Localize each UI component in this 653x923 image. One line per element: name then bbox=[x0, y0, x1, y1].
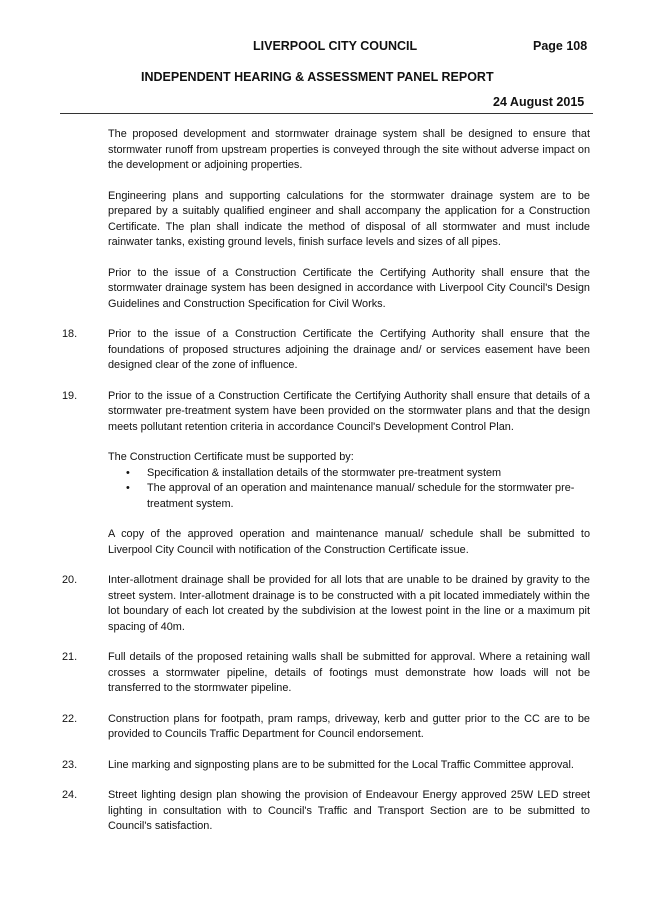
condition-number: 23. bbox=[62, 758, 78, 771]
condition-text: Construction plans for footpath, pram ramps, driveway, kerb and gutter prior to the CC are to be provided to Councils Traffic Department for Council endorsement. bbox=[108, 712, 590, 740]
paragraph-drainage-certification: Prior to the issue of a Construction Certificate the Certifying Authority shall ensure that the stormwater drainage system has been designed in accordance with Liverpool City Council's Design Guidelines and Construction Specification for Civil Works. bbox=[108, 266, 590, 310]
condition-text: Full details of the proposed retaining walls shall be submitted for approval. Where a retaining wall crosses a stormwater pipeline, details of footings must demonstrate how loads will not be transferred to the stormwater pipeline. bbox=[108, 651, 590, 694]
paragraph-stormwater-design: The proposed development and stormwater drainage system shall be designed to ensure that stormwater runoff from upstream properties is conveyed through the site without adverse impact on the development or adjoining properties. bbox=[108, 128, 590, 171]
paragraph-engineering-plans: Engineering plans and supporting calculations for the stormwater drainage system are to be prepared by a suitably qualified engineer and shall accompany the application for a Construction Certificate. The plan shall indicate the method of disposal of all stormwater and must include rainwater tanks, existing ground levels, finish surface levels and sizes of all pipes. bbox=[108, 189, 590, 248]
report-date: 24 August 2015 bbox=[493, 95, 585, 109]
condition-item bbox=[0, 389, 590, 436]
manual-submission-paragraph: A copy of the approved operation and maintenance manual/ schedule shall be submitted to Liverpool City Council with notification of the Construction Certificate issue. bbox=[108, 528, 590, 556]
condition-item bbox=[0, 758, 590, 774]
condition-number: 18. bbox=[62, 328, 78, 340]
condition-number: 20. bbox=[62, 574, 78, 586]
condition-text: Prior to the issue of a Construction Certificate the Certifying Authority shall ensure that the foundations of proposed structures adjoining the drainage and/ or services easement have been designed clear of the zone of influence. bbox=[108, 328, 590, 371]
header-divider bbox=[60, 113, 593, 114]
document-body bbox=[0, 127, 653, 835]
council-name: LIVERPOOL CITY COUNCIL bbox=[253, 39, 418, 53]
condition-number: 22. bbox=[62, 712, 78, 725]
condition-item bbox=[0, 788, 590, 835]
certificate-support-intro: The Construction Certificate must be supported by: bbox=[108, 451, 354, 463]
list-item: • Specification & installation details of the stormwater pre-treatment system bbox=[108, 466, 590, 482]
condition-item bbox=[0, 573, 590, 635]
condition-number: 21. bbox=[62, 651, 78, 663]
condition-item bbox=[0, 712, 590, 743]
condition-number: 24. bbox=[62, 789, 78, 801]
condition-text: Street lighting design plan showing the provision of Endeavour Energy approved 25W LED street lighting in consultation with to Council's Traffic and Transport Section are to be submitted to Council's satisfaction. bbox=[108, 789, 590, 832]
condition-text: Line marking and signposting plans are to be submitted for the Local Traffic Committee approval. bbox=[108, 758, 574, 771]
list-item: • The approval of an operation and maintenance manual/ schedule for the stormwater pre-treatment system. bbox=[108, 481, 590, 512]
condition-item bbox=[0, 327, 590, 374]
page-number: Page 108 bbox=[533, 39, 588, 53]
condition-number: 19. bbox=[62, 389, 78, 402]
condition-item bbox=[0, 650, 590, 697]
report-title: INDEPENDENT HEARING & ASSESSMENT PANEL REPORT bbox=[141, 70, 494, 84]
support-bullet-list bbox=[108, 466, 590, 513]
condition-text: Inter-allotment drainage shall be provided for all lots that are unable to be drained by gravity to the street system. Inter-allotment drainage is to be constructed with a pit located immediately within the lot boundary of each lot created by the subdivision at the lowest point in the line or a maximum pit spacing of 40m. bbox=[108, 574, 590, 633]
condition-text: Prior to the issue of a Construction Certificate the Certifying Authority shall ensure that details of a stormwater pre-treatment system have been provided on the stormwater plans and that the design meets pollutant retention criteria in accordance Council's Development Control Plan. bbox=[108, 389, 590, 433]
